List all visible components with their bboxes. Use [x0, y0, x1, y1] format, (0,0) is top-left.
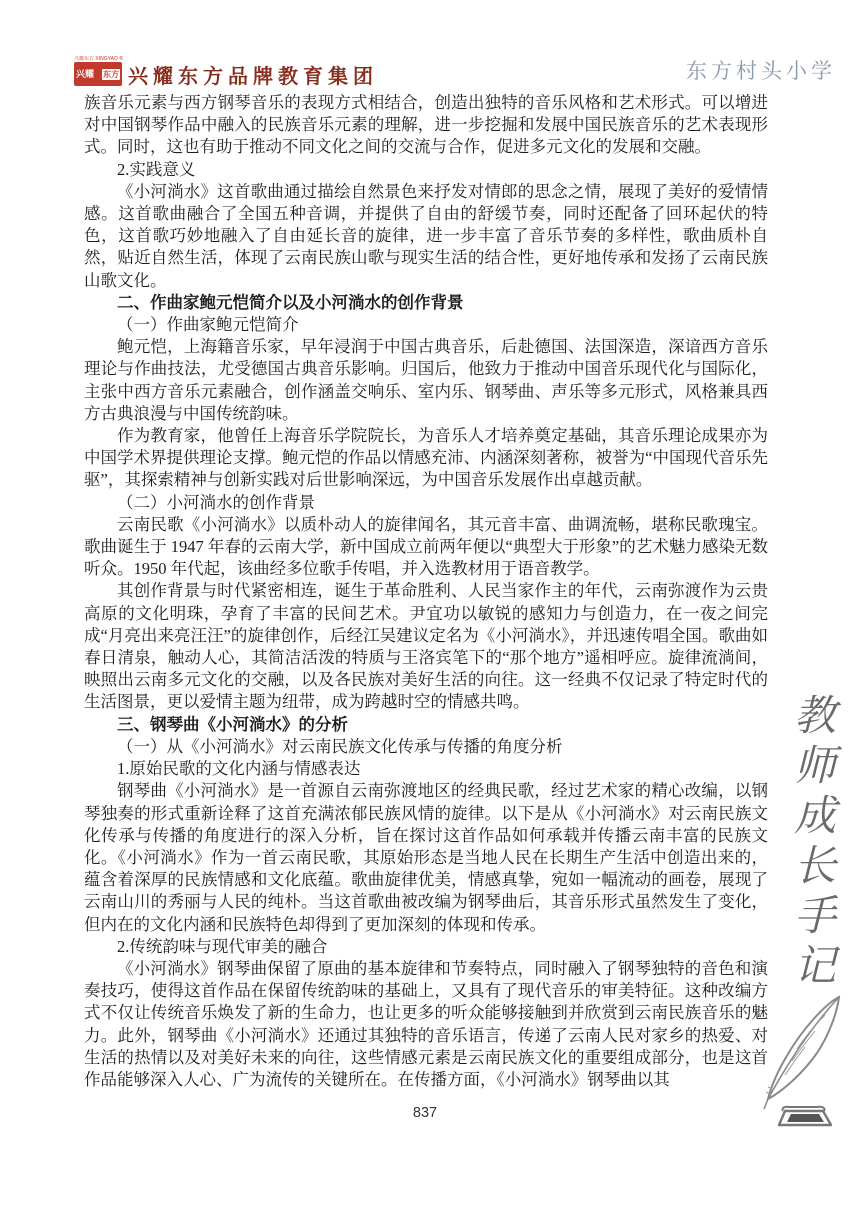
sub-heading: 1.原始民歌的文化内涵与情感表达 [117, 759, 361, 779]
paragraph: 其创作背景与时代紧密相连，诞生于革命胜利、人民当家作主的年代，云南弥渡作为云贵高原的文化明珠，孕育了丰富的民间艺术。尹宜功以敏锐的感知力与创造力，在一夜之间完成“月亮出来亮汪汪”的旋律创作，后经江吴建议定名为《小河淌水》，并迅速传唱全国。歌曲如春日清泉，触动人心，其简洁活泼的特质与王洛宾笔下的“那个地方”遥相呼应。旋律流淌间，映照出云南多元文化的交融，以及各民族对美好生活的向往。这一经典不仅记录了特定时代的生活图景，更以爱情主题为纽带，成为跨越时空的情感共鸣。 [84, 581, 768, 712]
vertical-watermark-title: 教师成长手记 [788, 693, 834, 993]
sub-heading: （一）作曲家鲍元恺简介 [117, 315, 299, 335]
document-body [84, 92, 768, 1091]
sub-heading: 2.传统韵味与现代审美的融合 [117, 936, 328, 956]
page-number: 837 [412, 1105, 438, 1121]
paragraph: 族音乐元素与西方钢琴音乐的表现方式相结合，创造出独特的音乐风格和艺术形式。可以增进对中国钢琴作品中融入的民族音乐元素的理解，进一步挖掘和发展中国民族音乐的艺术表现形式。同时，这也有助于推动不同文化之间的交流与合作，促进多元文化的发展和交融。 [84, 93, 768, 157]
seal-left-text: 兴耀 [76, 69, 95, 79]
seal-icon [74, 62, 122, 86]
brand-seal-logo [74, 56, 124, 90]
paragraph: 《小河淌水》这首歌曲通过描绘自然景色来抒发对情郎的思念之情，展现了美好的爱情情感。这首歌曲融合了全国五种音调，并提供了自由的舒缓节奏，同时还配备了回环起伏的特色，这首歌巧妙地融入了自由延长音的旋律，进一步丰富了音乐节奏的多样性，歌曲质朴自然，贴近自然生活，体现了云南民族山歌与现实生活的结合性，更好地传承和发扬了云南民族山歌文化。 [84, 181, 768, 290]
paragraph: 《小河淌水》钢琴曲保留了原曲的基本旋律和节奏特点，同时融入了钢琴独特的音色和演奏技巧，使得这首作品在保留传统韵味的基础上，又具有了现代音乐的审美特征。这种改编方式不仅让传统音乐焕发了新的生命力，也让更多的听众能够接触到并欣赏到云南民族音乐的魅力。此外，钢琴曲《小河淌水》还通过其独特的音乐语言，传递了云南人民对家乡的热爱、对生活的热情以及对美好未来的向往，这些情感元素是云南民族文化的重要组成部分，也是这首作品能够深入人心、广为流传的关键所在。在传播方面，《小河淌水》钢琴曲以其 [84, 958, 768, 1089]
seal-right-text: 东方 [103, 69, 119, 79]
paragraph: 鲍元恺，上海籍音乐家，早年浸润于中国古典音乐，后赴德国、法国深造，深谙西方音乐理论与作曲技法，尤受德国古典音乐影响。归国后，他致力于推动中国音乐现代化与国际化，主张中西方音乐元素融合，创作涵盖交响乐、室内乐、钢琴曲、声乐等多元形式，风格兼具西方古典浪漫与中国传统韵味。 [84, 337, 768, 423]
school-name: 东方村头小学 [686, 59, 836, 83]
paragraph: 作为教育家，他曾任上海音乐学院院长，为音乐人才培养奠定基础，其音乐理论成果亦为中国学术界提供理论支撑。鲍元恺的作品以情感充沛、内涵深刻著称，被誉为“中国现代音乐先驱”，其探索精神与创新实践对后世影响深远，为中国音乐发展作出卓越贡献。 [84, 426, 768, 490]
paragraph: 钢琴曲《小河淌水》是一首源自云南弥渡地区的经典民歌，经过艺术家的精心改编，以钢琴独奏的形式重新诠释了这首充满浓郁民族风情的旋律。以下是从《小河淌水》对云南民族文化传承与传播的角度进行的深入分析，旨在探讨这首作品如何承载并传播云南丰富的民族文化。《小河淌水》作为一首云南民歌，其原始形态是当地人民在长期生产生活中创造出来的，蕴含着深厚的民族情感和文化底蕴。歌曲旋律优美，情感真挚，宛如一幅流动的画卷，展现了云南山川的秀丽与人民的纯朴。当这首歌曲被改编为钢琴曲后，其音乐形式虽然发生了变化，但内在的文化内涵和民族特色却得到了更加深刻的体现和传承。 [84, 781, 768, 934]
sub-heading: （二）小河淌水的创作背景 [117, 492, 315, 512]
brand-title: 兴耀东方品牌教育集团 [128, 66, 378, 88]
sub-heading: （一）从《小河淌水》对云南民族文化传承与传播的角度分析 [117, 736, 563, 756]
sub-heading: 2.实践意义 [117, 159, 196, 179]
paragraph: 云南民歌《小河淌水》以质朴动人的旋律闻名，其元音丰富、曲调流畅，堪称民歌瑰宝。歌曲诞生于 1947 年春的云南大学，新中国成立前两年便以“典型大于形象”的艺术魅力感染无数听众。1950 年代起，该曲经多位歌手传唱，并入选教材用于语音教学。 [84, 514, 768, 579]
seal-micro-label: 兴耀东方 XINGYAO ® [74, 56, 123, 62]
section-heading: 二、作曲家鲍元恺简介以及小河淌水的创作背景 [117, 293, 464, 312]
section-heading: 三、钢琴曲《小河淌水》的分析 [117, 715, 348, 734]
